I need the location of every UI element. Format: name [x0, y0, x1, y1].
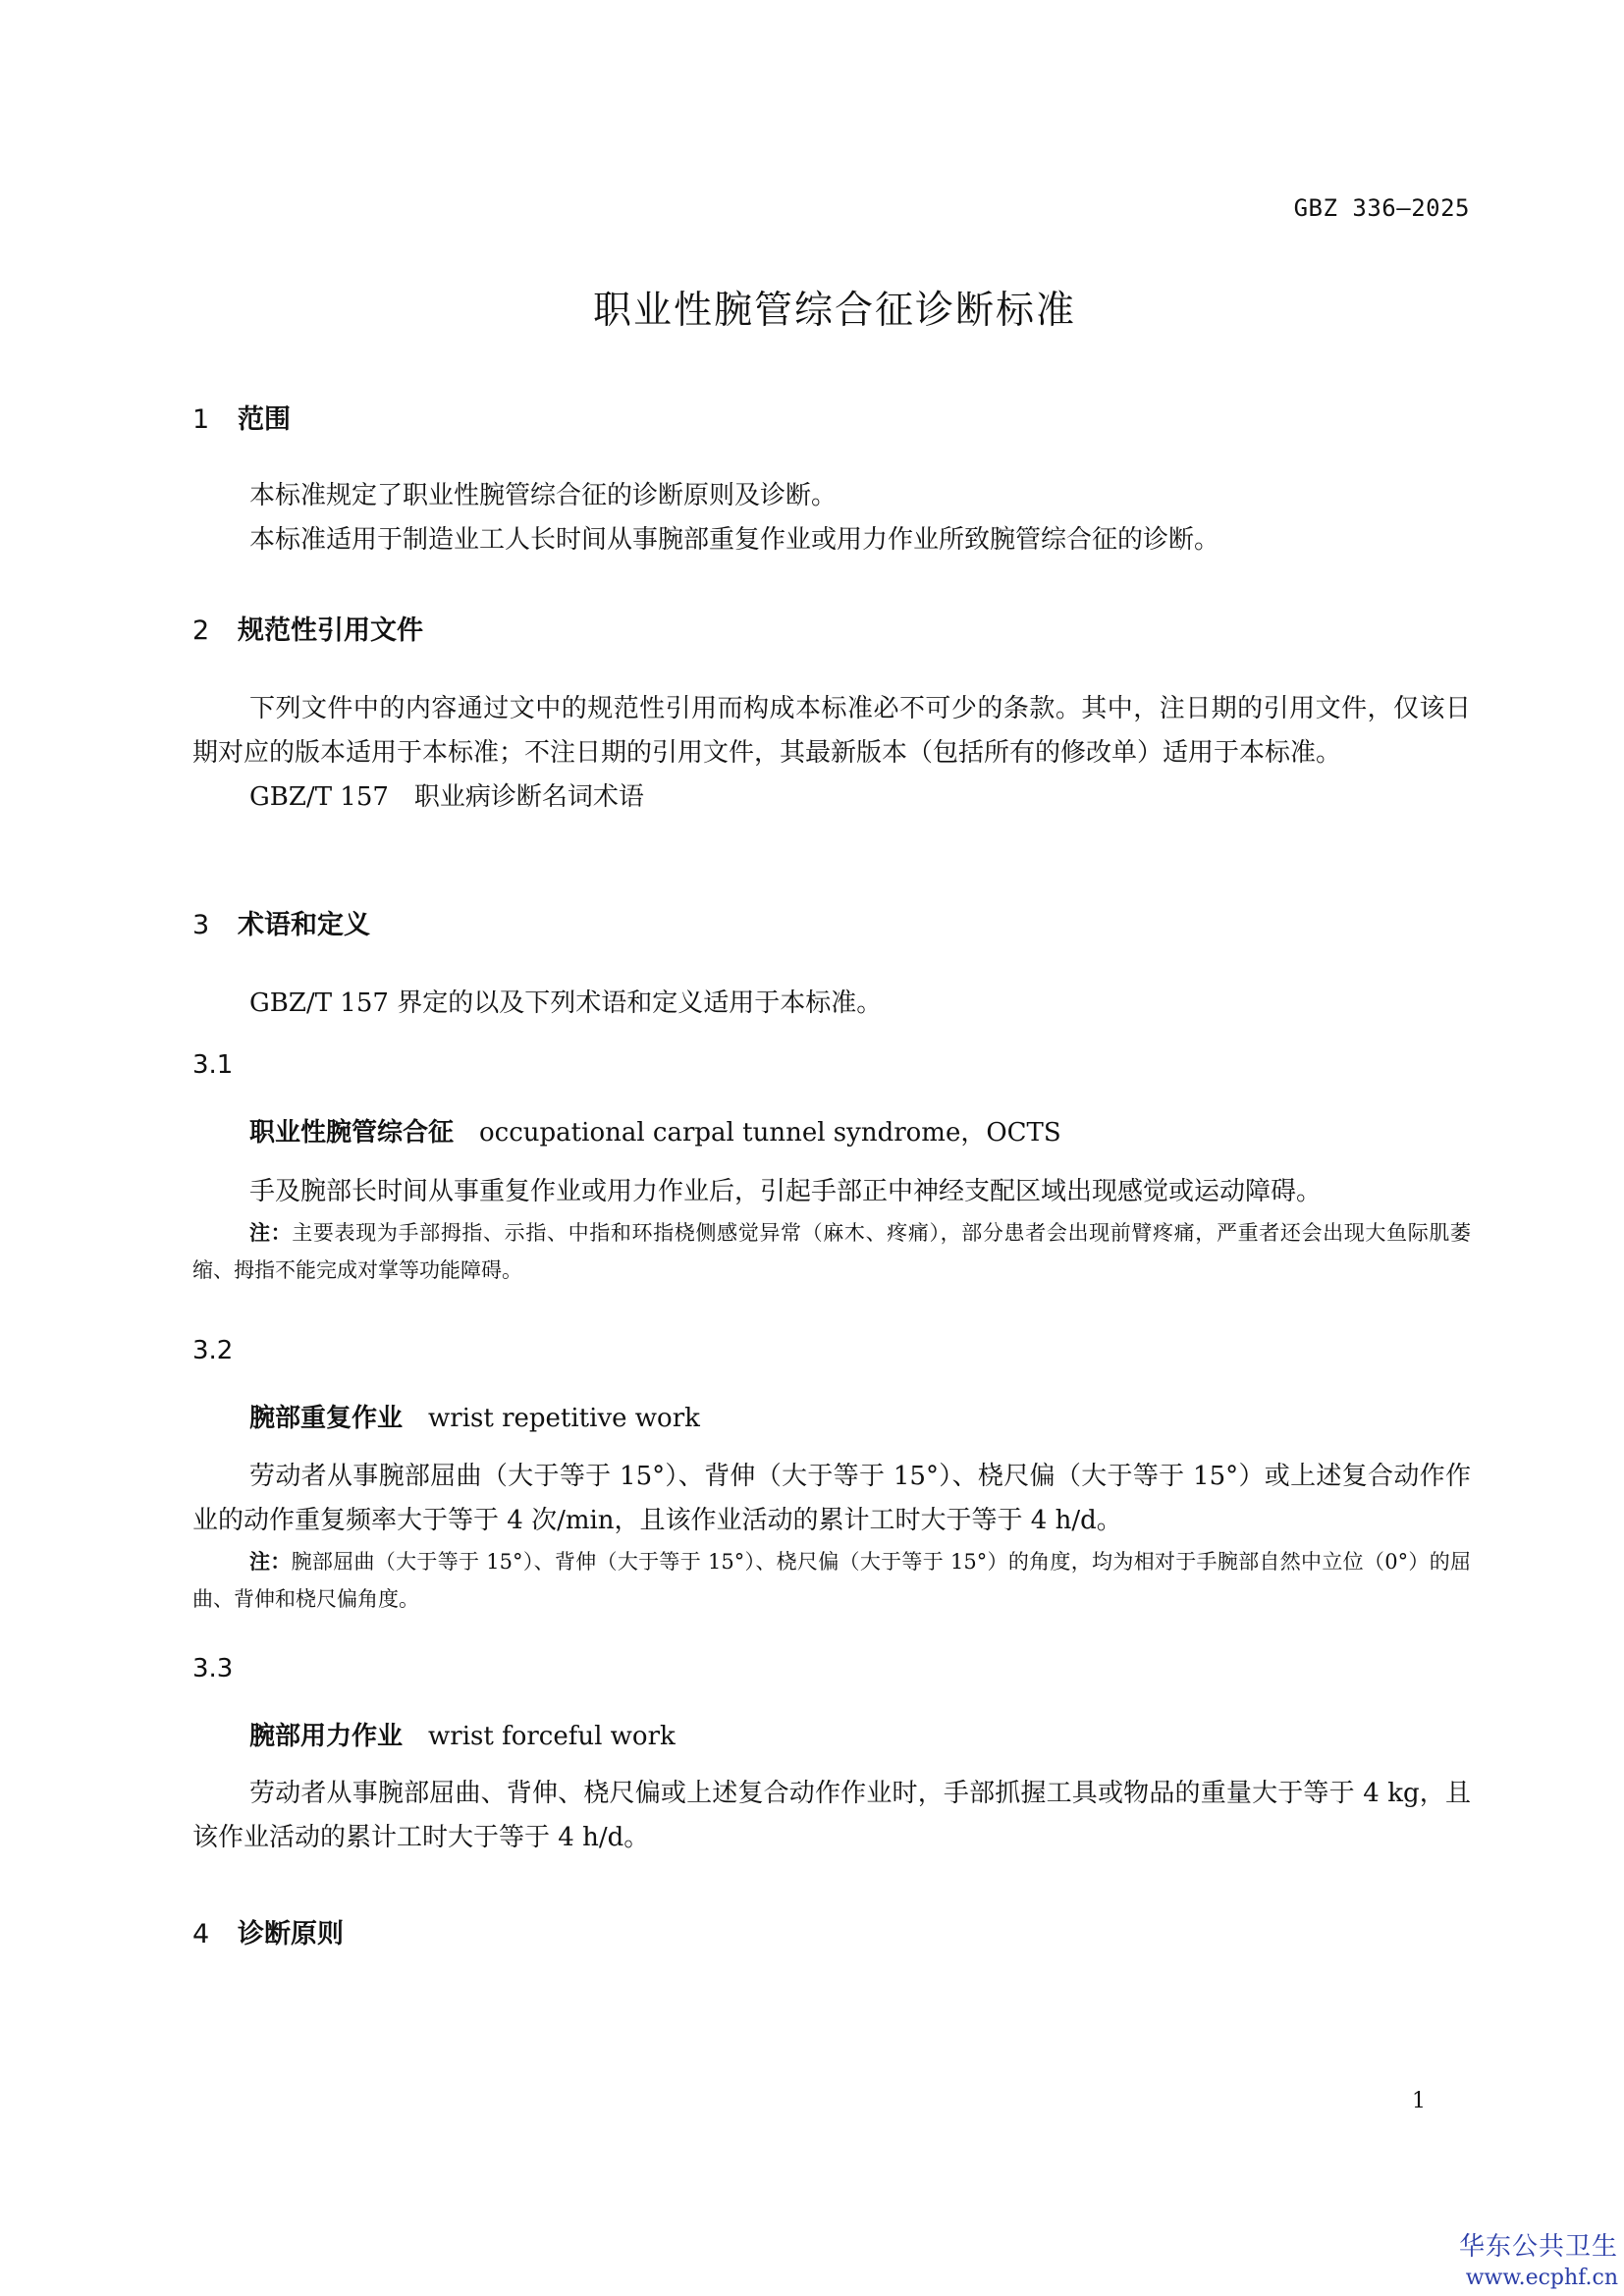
paragraph: GBZ/T 157 界定的以及下列术语和定义适用于本标准。 — [249, 988, 883, 1018]
page-number: 1 — [1412, 2089, 1426, 2113]
paragraph: 下列文件中的内容通过文中的规范性引用而构成本标准必不可少的条款。其中，注日期的引用文件，仅该日期对应的版本适用于本标准；不注日期的引用文件，其最新版本（包括所有的修改单）适用于本标准。 — [192, 694, 1471, 768]
note-label: 注： — [249, 1221, 293, 1245]
term-english: occupational carpal tunnel syndrome，OCTS — [479, 1118, 1061, 1148]
term-chinese: 腕部用力作业 — [249, 1722, 404, 1751]
term-3-3-definition-block — [192, 1772, 1471, 1860]
section-number: 3 — [192, 910, 210, 940]
term-3-2 — [192, 1398, 1528, 1434]
term-note — [192, 1543, 1471, 1618]
term-chinese: 职业性腕管综合征 — [249, 1118, 455, 1148]
section-2-heading — [192, 609, 1471, 647]
term-definition: 手及腕部长时间从事重复作业或用力作业后，引起手部正中神经支配区域出现感觉或运动障碍。 — [249, 1177, 1323, 1206]
term-3-2-definition-block — [192, 1455, 1471, 1618]
term-definition: 劳动者从事腕部屈曲（大于等于 15°）、背伸（大于等于 15°）、桡尺偏（大于等于 15°）或上述复合动作作业的动作重复频率大于等于 4 次/min，且该作业活动的累计工时大于等于 4 h/d。 — [192, 1462, 1471, 1535]
paragraph: 本标准适用于制造业工人长时间从事腕部重复作业或用力作业所致腕管综合征的诊断。 — [249, 525, 1220, 555]
section-title: 诊断原则 — [238, 1919, 344, 1949]
term-english: wrist repetitive work — [428, 1404, 700, 1433]
clause-3-1-number: 3.1 — [192, 1050, 234, 1080]
term-chinese: 腕部重复作业 — [249, 1404, 404, 1433]
term-3-1-definition-block — [192, 1170, 1471, 1289]
note-text: 主要表现为手部拇指、示指、中指和环指桡侧感觉异常（麻木、疼痛），部分患者会出现前臂疼痛，严重者还会出现大鱼际肌萎缩、拇指不能完成对掌等功能障碍。 — [192, 1221, 1471, 1282]
section-1-heading — [192, 398, 1471, 436]
section-4-heading — [192, 1912, 1471, 1950]
paragraph: 本标准规定了职业性腕管综合征的诊断原则及诊断。 — [249, 481, 838, 510]
section-3-intro — [192, 982, 1471, 1026]
term-english: wrist forceful work — [428, 1722, 676, 1751]
section-2-body — [192, 687, 1471, 820]
normative-reference: GBZ/T 157 职业病诊断名词术语 — [249, 782, 644, 812]
section-1-body — [192, 474, 1471, 562]
watermark-url: www.ecphf.cn — [1465, 2266, 1618, 2290]
section-title: 术语和定义 — [238, 910, 370, 940]
clause-3-2-number: 3.2 — [192, 1336, 234, 1365]
document-title: 职业性腕管综合征诊断标准 — [592, 289, 1076, 333]
note-text: 腕部屈曲（大于等于 15°）、背伸（大于等于 15°）、桡尺偏（大于等于 15°）的角度，均为相对于手腕部自然中立位（0°）的屈曲、背伸和桡尺偏角度。 — [192, 1550, 1471, 1611]
section-title: 范围 — [238, 404, 291, 435]
section-3-heading — [192, 903, 1471, 941]
section-number: 2 — [192, 615, 210, 646]
section-number: 4 — [192, 1919, 210, 1949]
section-title: 规范性引用文件 — [238, 615, 423, 646]
note-label: 注： — [249, 1550, 292, 1574]
term-3-3 — [192, 1716, 1528, 1752]
clause-3-3-number: 3.3 — [192, 1654, 234, 1683]
section-number: 1 — [192, 404, 210, 435]
watermark — [1459, 2230, 1618, 2293]
term-definition: 劳动者从事腕部屈曲、背伸、桡尺偏或上述复合动作作业时，手部抓握工具或物品的重量大于等于 4 kg，且该作业活动的累计工时大于等于 4 h/d。 — [192, 1779, 1471, 1852]
watermark-name: 华东公共卫生 — [1458, 2232, 1618, 2262]
term-3-1 — [192, 1112, 1528, 1148]
standard-code: GBZ 336—2025 — [1293, 194, 1470, 222]
term-note — [192, 1214, 1471, 1289]
